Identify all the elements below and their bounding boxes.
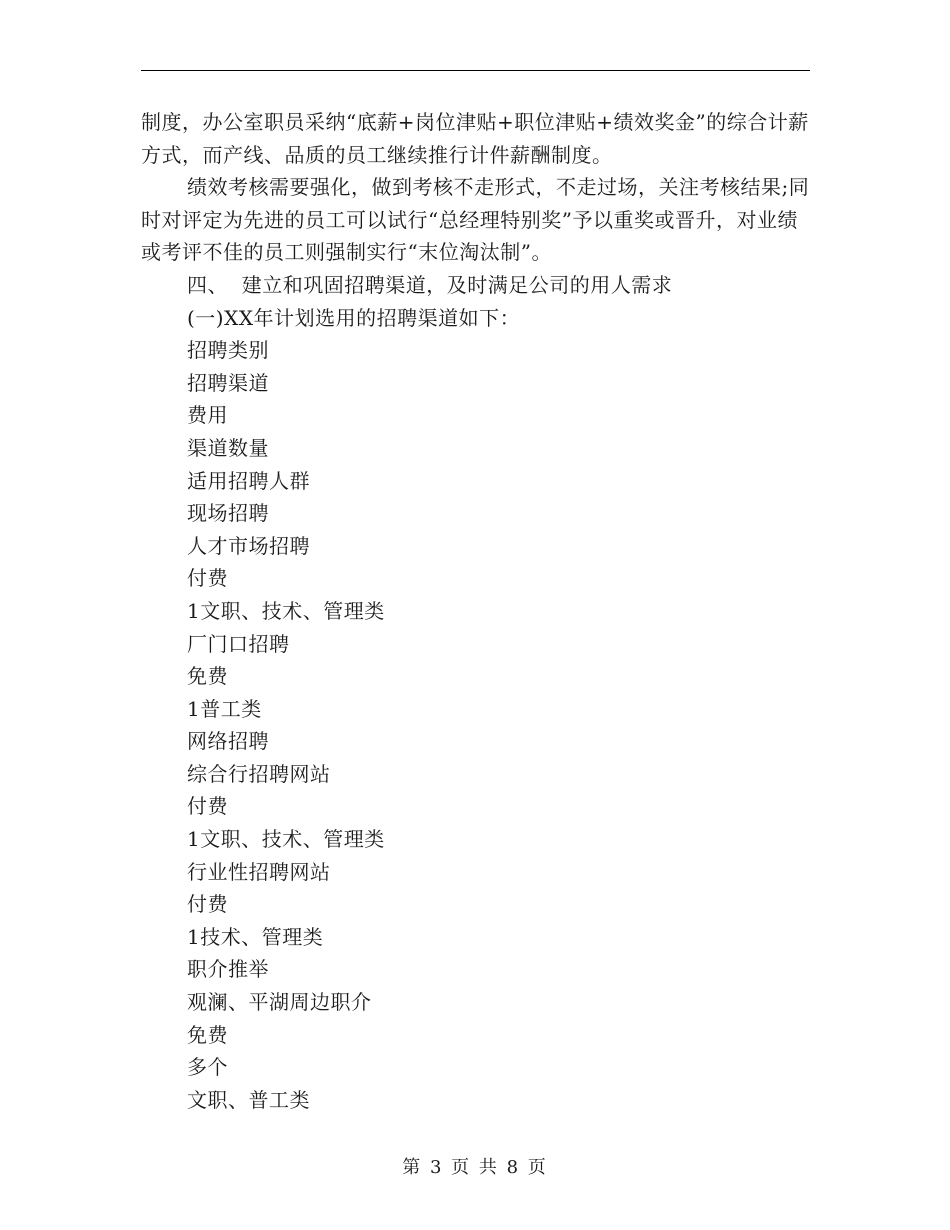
- list-item: 费用: [187, 403, 228, 428]
- recruitment-channel-list: [141, 334, 811, 1116]
- header-rule: [141, 70, 810, 71]
- list-item: 适用招聘人群: [187, 468, 310, 493]
- list-item: 1普工类: [187, 696, 262, 721]
- list-item: 1文职、技术、管理类: [187, 827, 385, 852]
- list-item: 现场招聘: [187, 501, 269, 526]
- list-item: 付费: [187, 566, 228, 591]
- list-item: 职介推举: [187, 957, 269, 982]
- list-item: 免费: [187, 1022, 228, 1047]
- paragraph-performance-review: 绩效考核需要强化，做到考核不走形式，不走过场，关注考核结果;同时对评定为先进的员工可以试行“总经理特别奖”予以重奖或晋升，对业绩或考评不佳的员工则强制实行“末位淘汰制”。: [141, 175, 810, 265]
- document-body: [141, 106, 811, 1116]
- list-item: 文职、普工类: [187, 1087, 310, 1112]
- list-item: 人才市场招聘: [187, 533, 310, 558]
- subsection-heading-channels: (一)XX年计划选用的招聘渠道如下：: [187, 305, 521, 330]
- list-item: 综合行招聘网站: [187, 761, 331, 786]
- list-item: 渠道数量: [187, 435, 269, 460]
- page-number-footer: 第 3 页 共 8 页: [402, 1157, 548, 1178]
- list-item: 行业性招聘网站: [187, 859, 331, 884]
- list-item: 招聘渠道: [187, 370, 269, 395]
- list-item: 付费: [187, 794, 228, 819]
- list-item: 免费: [187, 664, 228, 689]
- list-item: 观澜、平湖周边职介: [187, 990, 372, 1015]
- list-item: 1技术、管理类: [187, 924, 324, 949]
- paragraph-salary-system: 制度，办公室职员采纳“底薪+岗位津贴+职位津贴+绩效奖金”的综合计薪方式，而产线、品质的员工继续推行计件薪酬制度。: [141, 110, 809, 167]
- list-item: 厂门口招聘: [187, 631, 290, 656]
- list-item: 1文职、技术、管理类: [187, 598, 385, 623]
- list-item: 付费: [187, 892, 228, 917]
- list-item: 网络招聘: [187, 729, 269, 754]
- section-heading-recruitment: 四、 建立和巩固招聘渠道，及时满足公司的用人需求: [187, 272, 673, 297]
- list-item: 多个: [187, 1055, 228, 1080]
- list-item: 招聘类别: [187, 338, 269, 363]
